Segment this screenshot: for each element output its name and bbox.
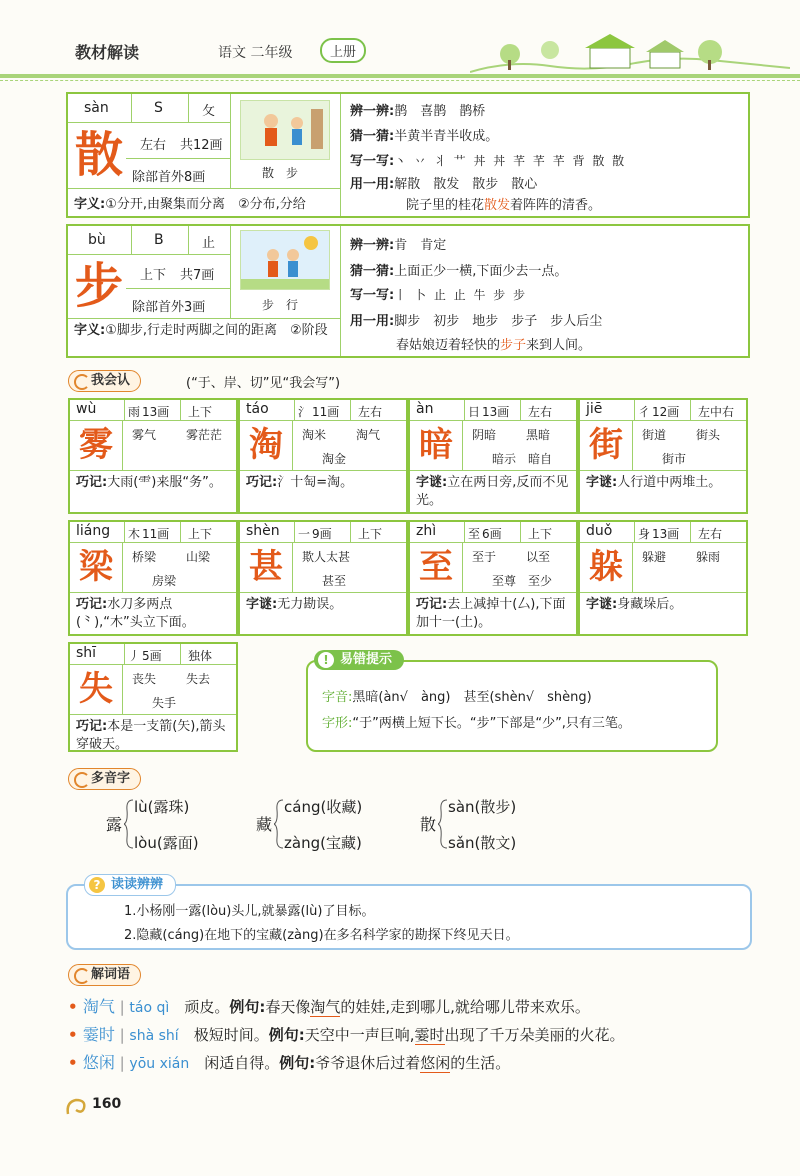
use-words: 解散 散发 散步 散心	[394, 177, 538, 192]
polyphone-reading-1: cáng(收藏)	[284, 798, 363, 816]
use-label: 用一用:	[350, 177, 395, 192]
recognize-note: (“于、岸、切”见“我会写”)	[186, 376, 341, 391]
rec-word-3: 至尊 至少	[492, 574, 553, 588]
recognize-card	[578, 520, 748, 636]
rec-radical: 彳	[638, 405, 651, 419]
recognize-card	[238, 520, 408, 636]
rec-character: 失	[79, 669, 113, 709]
distinguish-label: 辨一辨:	[350, 104, 395, 119]
explain-example-label: 例句:	[268, 1026, 305, 1044]
illustration-walking-kids	[240, 230, 330, 290]
bullet-icon: •	[68, 998, 83, 1016]
village-illustration	[470, 30, 790, 76]
rec-character: 暗	[419, 425, 453, 465]
char-strokes: 共12画	[180, 138, 223, 153]
illustration-walking	[240, 100, 330, 160]
explain-item: • 淘气 | táo qì 顽皮。例句:春天像淘气的娃娃,走到哪儿,就给哪儿带来欢乐。	[68, 997, 590, 1016]
error-label-shape: 字形:	[322, 716, 353, 731]
illustration-caption: 散 步	[262, 166, 299, 180]
brace-icon	[438, 798, 448, 850]
main-character: 散	[74, 127, 123, 183]
explain-word: 淘气	[82, 997, 115, 1016]
char-radical-strokes: 除部首外8画	[132, 170, 206, 185]
rec-tip-label: 巧记:	[76, 597, 108, 612]
rec-tip: 去上减掉十(厶),下面加十一(土)。	[416, 597, 566, 630]
meaning-label: 字义:	[74, 323, 106, 338]
brace-icon	[274, 798, 284, 850]
recognize-card	[408, 398, 578, 514]
rec-word-3: 暗示 暗自	[492, 452, 553, 466]
recognize-card	[408, 520, 578, 636]
rec-structure: 左右	[358, 405, 383, 419]
error-label-pronounce: 字音:	[322, 690, 353, 705]
error-tips-box	[306, 660, 718, 752]
char-structure: 上下	[140, 268, 167, 283]
rec-radical: 身	[638, 527, 651, 541]
rec-tip: 无力勘误。	[277, 597, 343, 612]
rec-word-3: 甚至	[322, 574, 347, 588]
polyphone-reading-2: lòu(露面)	[134, 834, 199, 852]
distinguish-text: 鹊 喜鹊 鹊桥	[394, 104, 486, 119]
riddle-label: 猜一猜:	[350, 264, 395, 279]
rec-structure: 上下	[528, 527, 553, 541]
char-structure: 左右	[140, 138, 167, 153]
rec-word-1: 阴暗	[472, 428, 497, 442]
rec-word-2: 雾茫茫	[186, 428, 223, 442]
riddle-label: 猜一猜:	[350, 129, 395, 144]
explain-pinyin: táo qì	[129, 1000, 170, 1016]
explain-definition: 闲适自得。	[204, 1054, 280, 1072]
rec-word-2: 山梁	[186, 550, 211, 564]
read-sentence-1: 1.小杨刚一露(lòu)头儿,就暴露(lù)了目标。	[124, 904, 375, 919]
stroke-order: 丨 卜 止 止 牛 步 步	[394, 288, 528, 302]
rec-word-3: 失手	[152, 696, 177, 710]
rec-pinyin: àn	[416, 401, 434, 417]
rec-pinyin: zhì	[416, 523, 437, 539]
read-distinguish-badge: ? 读读辨辨	[84, 874, 176, 896]
use-words: 脚步 初步 地步 步子 步人后尘	[394, 314, 603, 329]
distinguish-text: 肯 肯定	[394, 238, 447, 253]
rec-character: 躲	[589, 547, 623, 587]
rec-tip-label: 字谜:	[416, 475, 448, 490]
error-pronounce: 黑暗(àn√ àng) 甚至(shèn√ shèng)	[352, 690, 592, 705]
char-radical: 攵	[202, 104, 216, 119]
section-label-polyphone: 多音字	[68, 768, 141, 790]
page-number: 160	[92, 1096, 122, 1112]
explain-word: 悠闲	[82, 1053, 115, 1072]
rec-strokes: 13画	[142, 405, 170, 419]
char-initial: S	[154, 100, 163, 116]
page-swirl-icon	[64, 1094, 94, 1118]
rec-strokes: 6画	[482, 527, 502, 541]
rec-strokes: 13画	[482, 405, 510, 419]
explain-highlight: 淘气	[310, 998, 341, 1016]
brace-icon	[124, 798, 134, 850]
stroke-order: 丶 丷 丬 艹 丼 丼 芊 芊 芊 背 散 散	[394, 154, 627, 168]
explain-highlight: 霎时	[414, 1026, 445, 1044]
recognize-card	[238, 398, 408, 514]
explain-example-label: 例句:	[229, 998, 266, 1016]
rec-strokes: 9画	[312, 527, 332, 541]
rec-radical: 一	[298, 527, 311, 541]
rec-tip-label: 巧记:	[246, 475, 278, 490]
distinguish-label: 辨一辨:	[350, 238, 395, 253]
rec-character: 甚	[249, 547, 283, 587]
rec-word-3: 房梁	[152, 574, 177, 588]
rec-tip: 本是一支箭(矢),箭头穿破天。	[76, 719, 226, 752]
rec-radical: 日	[468, 405, 481, 419]
rec-tip: 人行道中两堆土。	[617, 475, 722, 490]
rec-strokes: 11画	[312, 405, 340, 419]
rec-word-1: 至于	[472, 550, 497, 564]
char-pinyin: bù	[88, 232, 106, 248]
rec-word-1: 桥梁	[132, 550, 157, 564]
rec-structure: 上下	[188, 405, 213, 419]
explain-definition: 极短时间。	[193, 1026, 269, 1044]
rec-structure: 上下	[188, 527, 213, 541]
rec-tip-label: 字谜:	[246, 597, 278, 612]
rec-word-2: 街头	[696, 428, 721, 442]
rec-pinyin: wù	[76, 401, 97, 417]
section-label-explain: 解词语	[68, 964, 141, 986]
rec-character: 雾	[79, 425, 113, 465]
rec-word-1: 躲避	[642, 550, 667, 564]
error-shape: “于”两横上短下长。“步”下部是“少”,只有三笔。	[352, 716, 631, 731]
riddle-text: 半黄半青半收成。	[394, 129, 499, 144]
rec-pinyin: shèn	[246, 523, 280, 539]
rec-word-3: 街市	[662, 452, 687, 466]
rec-pinyin: táo	[246, 401, 269, 417]
rec-strokes: 11画	[142, 527, 170, 541]
header-volume-badge: 上册	[320, 38, 366, 63]
main-character: 步	[74, 258, 123, 314]
char-pinyin: sàn	[84, 100, 109, 116]
rec-word-2: 淘气	[356, 428, 381, 442]
char-initial: B	[154, 232, 164, 248]
rec-radical: 氵	[298, 405, 311, 419]
rec-pinyin: shī	[76, 645, 97, 661]
rec-word-2: 失去	[186, 672, 211, 686]
rec-tip: 氵十匋=淘。	[277, 475, 354, 490]
polyphone-char: 藏	[256, 815, 273, 834]
rec-character: 街	[589, 425, 623, 465]
polyphone-char: 露	[106, 815, 123, 834]
polyphone-reading-1: sàn(散步)	[448, 798, 517, 816]
bullet-icon: •	[68, 1054, 83, 1072]
error-tips-badge: ! 易错提示	[314, 650, 404, 670]
explain-definition: 顽皮。	[184, 998, 230, 1016]
recognize-card	[68, 642, 238, 752]
explain-item: • 霎时 | shà shí 极短时间。例句:天空中一声巨响,霎时出现了千万朵美丽的火花。	[68, 1025, 625, 1044]
rec-tip-label: 巧记:	[76, 475, 108, 490]
rec-radical: 木	[128, 527, 141, 541]
rec-word-1: 欺人太甚	[302, 550, 351, 564]
char-strokes: 共7画	[180, 268, 215, 283]
rec-word-1: 丧失	[132, 672, 157, 686]
rec-tip: 立在两日旁,反而不见光。	[416, 475, 569, 508]
char-radical-strokes: 除部首外3画	[132, 300, 206, 315]
rec-word-2: 黑暗	[526, 428, 551, 442]
rec-radical: 丿	[128, 649, 141, 663]
rec-character: 淘	[249, 425, 283, 465]
rec-tip: 水刀多两点(⺀),“木”头立下面。	[76, 597, 195, 630]
riddle-text: 上面正少一横,下面少去一点。	[394, 264, 568, 279]
bullet-icon: •	[68, 1026, 83, 1044]
explain-item: • 悠闲 | yōu xián 闲适自得。例句:爷爷退休后过着悠闲的生活。	[68, 1053, 511, 1072]
illustration-caption: 步 行	[262, 298, 299, 312]
rec-word-2: 躲雨	[696, 550, 721, 564]
rec-word-1: 街道	[642, 428, 667, 442]
rec-strokes: 5画	[142, 649, 162, 663]
explain-example-label: 例句:	[279, 1054, 316, 1072]
rec-tip-label: 字谜:	[586, 475, 618, 490]
rec-pinyin: liáng	[76, 523, 111, 539]
char-radical: 止	[202, 236, 216, 251]
word-card-bu	[66, 224, 750, 358]
highlighted-word: 步子	[500, 338, 527, 353]
rec-character: 至	[419, 547, 453, 587]
rec-structure: 左中右	[698, 405, 735, 419]
header-title: 教材解读	[75, 43, 140, 62]
rec-word-1: 淘米	[302, 428, 327, 442]
polyphone-char: 散	[420, 815, 437, 834]
explain-pinyin: shà shí	[129, 1028, 179, 1044]
rec-radical: 至	[468, 527, 481, 541]
rec-structure: 左右	[528, 405, 553, 419]
rec-character: 梁	[79, 547, 113, 587]
recognize-card	[68, 398, 238, 514]
rec-tip-label: 巧记:	[416, 597, 448, 612]
meaning-text: ①脚步,行走时两脚之间的距离 ②阶段	[105, 323, 328, 338]
meaning-label: 字义:	[74, 197, 106, 212]
polyphone-reading-2: zàng(宝藏)	[284, 834, 362, 852]
rec-word-1: 雾气	[132, 428, 157, 442]
page-header	[0, 0, 800, 80]
rec-strokes: 12画	[652, 405, 680, 419]
explain-highlight: 悠闲	[420, 1054, 451, 1072]
polyphone-reading-2: sǎn(散文)	[448, 834, 517, 852]
recognize-card	[68, 520, 238, 636]
rec-structure: 独体	[188, 649, 213, 663]
read-sentence-2: 2.隐藏(cáng)在地下的宝藏(zàng)在多名科学家的勘探下终见天日。	[124, 928, 519, 943]
rec-pinyin: duǒ	[586, 523, 613, 539]
highlighted-word: 散发	[484, 198, 511, 213]
example-sentence: 院子里的桂花散发着阵阵的清香。	[406, 198, 602, 213]
rec-tip-label: 字谜:	[586, 597, 618, 612]
section-label-recognize: 我会认	[68, 370, 141, 392]
example-sentence: 春姑娘迈着轻快的步子来到人间。	[396, 338, 592, 353]
write-label: 写一写:	[350, 288, 395, 303]
rec-strokes: 13画	[652, 527, 680, 541]
header-subject: 语文 二年级	[218, 45, 293, 61]
polyphone-reading-1: lù(露珠)	[134, 798, 190, 816]
rec-tip-label: 巧记:	[76, 719, 108, 734]
rec-radical: 雨	[128, 405, 141, 419]
rec-structure: 左右	[698, 527, 723, 541]
use-label: 用一用:	[350, 314, 395, 329]
word-card-san	[66, 92, 750, 218]
explain-pinyin: yōu xián	[129, 1056, 190, 1072]
meaning-text: ①分开,由聚集而分离 ②分布,分给	[105, 197, 306, 212]
recognize-card	[578, 398, 748, 514]
rec-tip: 身藏垛后。	[617, 597, 683, 612]
rec-pinyin: jiē	[586, 401, 603, 417]
rec-tip: 大雨(⻗)来服“务”。	[107, 475, 222, 490]
explain-word: 霎时	[82, 1025, 115, 1044]
rec-word-2: 以至	[526, 550, 551, 564]
rec-word-3: 淘金	[322, 452, 347, 466]
write-label: 写一写:	[350, 154, 395, 169]
rec-structure: 上下	[358, 527, 383, 541]
